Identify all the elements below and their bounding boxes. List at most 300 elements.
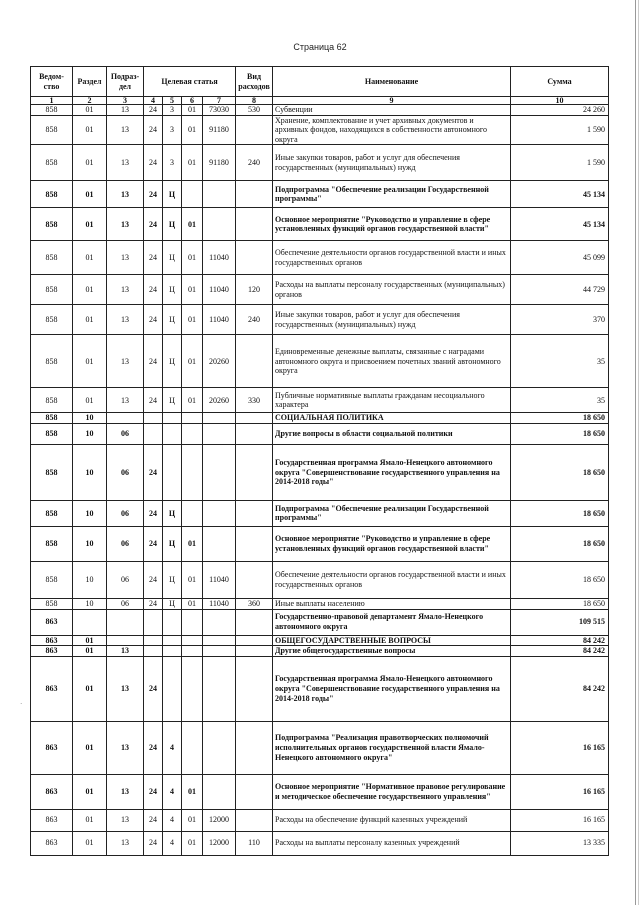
cell-section: 01 [73,388,107,413]
cell-name: ОБЩЕГОСУДАРСТВЕННЫЕ ВОПРОСЫ [273,635,511,646]
cell-amount: 18 650 [511,526,609,561]
cell-subprogram: 4 [163,809,182,831]
cell-amount: 18 650 [511,500,609,526]
cell-measure [182,500,203,526]
cell-section: 01 [73,305,107,335]
cell-measure: 01 [182,598,203,609]
cell-name: Расходы на выплаты персоналу государственных (муниципальных) органов [273,275,511,305]
cell-section [73,609,107,635]
cell-name: Основное мероприятие "Руководство и управление в сфере установленных функций органов государственной власти" [273,208,511,241]
cell-section: 01 [73,774,107,809]
column-number: 4 [144,97,163,105]
cell-measure [182,656,203,721]
cell-measure [182,721,203,774]
cell-department: 858 [31,444,73,500]
cell-measure: 01 [182,388,203,413]
cell-department: 858 [31,305,73,335]
cell-name: СОЦИАЛЬНАЯ ПОЛИТИКА [273,413,511,424]
cell-amount: 45 134 [511,208,609,241]
table-row [31,181,609,208]
cell-section: 10 [73,413,107,424]
column-number: 1 [31,97,73,105]
table-row [31,444,609,500]
cell-subprogram: Ц [163,526,182,561]
cell-subsection: 13 [107,774,144,809]
table-row [31,721,609,774]
cell-section: 10 [73,526,107,561]
cell-subprogram: Ц [163,208,182,241]
cell-amount: 13 335 [511,831,609,855]
cell-name: Единовременные денежные выплаты, связанные с наградами автономного округа и присвоением почетных званий автономного округа [273,335,511,388]
cell-direction [203,646,236,657]
cell-subsection: 13 [107,275,144,305]
cell-subsection: 06 [107,598,144,609]
cell-section: 01 [73,241,107,275]
column-number: 7 [203,97,236,105]
cell-name: Подпрограмма "Обеспечение реализации Государственной программы" [273,500,511,526]
cell-expense-type: 330 [236,388,273,413]
cell-direction [203,423,236,444]
cell-department: 858 [31,423,73,444]
column-number: 2 [73,97,107,105]
table-row [31,241,609,275]
cell-section: 01 [73,145,107,181]
cell-subprogram: 3 [163,115,182,145]
cell-subprogram [163,646,182,657]
table-row [31,598,609,609]
cell-subsection: 13 [107,145,144,181]
cell-measure: 01 [182,145,203,181]
cell-program: 24 [144,444,163,500]
cell-expense-type: 110 [236,831,273,855]
cell-program [144,609,163,635]
cell-subprogram [163,656,182,721]
cell-amount: 18 650 [511,444,609,500]
cell-measure: 01 [182,561,203,598]
cell-amount: 16 165 [511,809,609,831]
cell-section: 01 [73,105,107,116]
table-row [31,275,609,305]
cell-expense-type [236,444,273,500]
table-row [31,388,609,413]
cell-subprogram [163,423,182,444]
cell-measure: 01 [182,115,203,145]
cell-amount: 84 242 [511,656,609,721]
cell-direction: 20260 [203,388,236,413]
cell-section: 01 [73,208,107,241]
cell-subsection: 06 [107,526,144,561]
cell-expense-type: 120 [236,275,273,305]
cell-measure: 01 [182,105,203,116]
cell-expense-type: 530 [236,105,273,116]
cell-expense-type [236,656,273,721]
cell-direction [203,413,236,424]
cell-subsection: 13 [107,181,144,208]
table-body [31,105,609,856]
cell-program: 24 [144,181,163,208]
cell-department: 858 [31,526,73,561]
cell-department: 863 [31,646,73,657]
cell-section: 01 [73,721,107,774]
cell-program: 24 [144,809,163,831]
budget-table [30,66,609,856]
cell-expense-type [236,335,273,388]
cell-amount: 35 [511,335,609,388]
cell-subprogram: Ц [163,335,182,388]
table-row [31,656,609,721]
table-row [31,305,609,335]
cell-direction: 11040 [203,598,236,609]
cell-department: 863 [31,635,73,646]
table-row [31,831,609,855]
header-subsection: Подраз-дел [107,67,144,97]
cell-name: Субвенции [273,105,511,116]
cell-program: 24 [144,774,163,809]
cell-section: 01 [73,646,107,657]
cell-measure: 01 [182,275,203,305]
cell-subsection: 13 [107,388,144,413]
header-target-article: Целевая статья [144,67,236,97]
cell-subsection [107,635,144,646]
cell-expense-type [236,241,273,275]
cell-amount: 35 [511,388,609,413]
cell-subprogram: Ц [163,500,182,526]
cell-section: 01 [73,831,107,855]
cell-name: Основное мероприятие "Руководство и управление в сфере установленных функций органов государственной власти" [273,526,511,561]
cell-program: 24 [144,105,163,116]
cell-subsection: 06 [107,423,144,444]
cell-measure [182,635,203,646]
cell-section: 01 [73,809,107,831]
cell-subprogram: Ц [163,305,182,335]
table-row [31,635,609,646]
cell-subsection: 06 [107,444,144,500]
table-row [31,105,609,116]
table-row [31,609,609,635]
cell-program: 24 [144,526,163,561]
cell-section: 01 [73,275,107,305]
cell-name: Государственная программа Ямало-Ненецкого автономного округа "Совершенствование государственного управления на 2014-2018 годы" [273,444,511,500]
cell-expense-type [236,181,273,208]
cell-name: Подпрограмма "Обеспечение реализации Государственной программы" [273,181,511,208]
cell-subprogram: 3 [163,145,182,181]
cell-amount: 16 165 [511,721,609,774]
cell-name: Государственная программа Ямало-Ненецкого автономного округа "Совершенствование государственного управления на 2014-2018 годы" [273,656,511,721]
cell-direction: 73030 [203,105,236,116]
column-number: 5 [163,97,182,105]
cell-section: 01 [73,115,107,145]
cell-subsection: 06 [107,561,144,598]
cell-direction [203,500,236,526]
table-row [31,413,609,424]
cell-amount: 370 [511,305,609,335]
cell-name: Расходы на обеспечение функций казенных учреждений [273,809,511,831]
table-row [31,774,609,809]
cell-amount: 24 260 [511,105,609,116]
cell-program: 24 [144,500,163,526]
column-numbers-row [31,97,609,105]
cell-program [144,635,163,646]
cell-direction [203,721,236,774]
cell-expense-type [236,413,273,424]
cell-section: 10 [73,561,107,598]
cell-subprogram: Ц [163,241,182,275]
cell-measure: 01 [182,774,203,809]
cell-expense-type [236,609,273,635]
cell-direction: 11040 [203,561,236,598]
cell-subsection: 13 [107,105,144,116]
cell-subprogram: Ц [163,275,182,305]
header-amount: Сумма [511,67,609,97]
cell-subsection: 13 [107,335,144,388]
cell-program: 24 [144,145,163,181]
table-row [31,335,609,388]
table-row [31,423,609,444]
cell-program: 24 [144,721,163,774]
cell-expense-type: 360 [236,598,273,609]
cell-name: Обеспечение деятельности органов государственной власти и иных государственных органов [273,561,511,598]
cell-amount: 1 590 [511,145,609,181]
cell-measure: 01 [182,208,203,241]
cell-department: 858 [31,275,73,305]
cell-measure [182,413,203,424]
cell-subprogram: 4 [163,831,182,855]
cell-expense-type [236,500,273,526]
cell-department: 858 [31,181,73,208]
cell-measure: 01 [182,305,203,335]
cell-program: 24 [144,241,163,275]
cell-section: 10 [73,500,107,526]
table-row [31,526,609,561]
cell-department: 863 [31,774,73,809]
cell-subsection: 13 [107,241,144,275]
cell-direction: 91180 [203,115,236,145]
cell-section: 01 [73,656,107,721]
cell-amount: 16 165 [511,774,609,809]
cell-section: 10 [73,598,107,609]
cell-program: 24 [144,831,163,855]
cell-expense-type [236,774,273,809]
cell-subprogram: 4 [163,721,182,774]
cell-direction [203,774,236,809]
cell-amount: 84 242 [511,646,609,657]
cell-direction: 12000 [203,809,236,831]
cell-expense-type [236,809,273,831]
cell-name: Другие общегосударственные вопросы [273,646,511,657]
scan-edge-line [638,0,639,905]
cell-measure: 01 [182,241,203,275]
cell-subsection: 13 [107,656,144,721]
cell-expense-type [236,635,273,646]
scan-edge-line [635,0,636,905]
cell-department: 858 [31,145,73,181]
cell-program [144,413,163,424]
cell-direction: 11040 [203,241,236,275]
cell-amount: 84 242 [511,635,609,646]
cell-department: 858 [31,598,73,609]
table-row [31,809,609,831]
table-row [31,500,609,526]
cell-department: 858 [31,561,73,598]
cell-section: 01 [73,335,107,388]
cell-name: Иные закупки товаров, работ и услуг для обеспечения государственных (муниципальных) нужд [273,145,511,181]
cell-amount: 1 590 [511,115,609,145]
cell-name: Хранение, комплектование и учет архивных документов и архивных фондов, находящихся в собственности автономного округа [273,115,511,145]
cell-subprogram [163,635,182,646]
cell-name: Иные выплаты населению [273,598,511,609]
column-number: 6 [182,97,203,105]
cell-expense-type: 240 [236,145,273,181]
cell-name: Другие вопросы в области социальной политики [273,423,511,444]
cell-department: 863 [31,721,73,774]
table-row [31,561,609,598]
cell-subprogram: Ц [163,181,182,208]
cell-direction [203,656,236,721]
cell-program: 24 [144,305,163,335]
cell-expense-type [236,561,273,598]
cell-department: 858 [31,500,73,526]
cell-amount: 45 099 [511,241,609,275]
cell-section: 01 [73,181,107,208]
table-row [31,145,609,181]
cell-direction [203,526,236,561]
cell-amount: 109 515 [511,609,609,635]
cell-amount: 18 650 [511,423,609,444]
cell-amount: 45 134 [511,181,609,208]
cell-department: 858 [31,388,73,413]
cell-name: Государственно-правовой департамент Ямало-Ненецкого автономного округа [273,609,511,635]
cell-direction [203,181,236,208]
header-section: Раздел [73,67,107,97]
table-row [31,208,609,241]
cell-subprogram: 4 [163,774,182,809]
cell-expense-type [236,115,273,145]
column-number: 3 [107,97,144,105]
cell-expense-type [236,208,273,241]
cell-program: 24 [144,598,163,609]
column-number: 9 [273,97,511,105]
cell-expense-type [236,721,273,774]
cell-section: 10 [73,444,107,500]
cell-name: Иные закупки товаров, работ и услуг для обеспечения государственных (муниципальных) нужд [273,305,511,335]
cell-amount: 18 650 [511,598,609,609]
cell-subprogram: Ц [163,388,182,413]
cell-direction [203,208,236,241]
cell-measure: 01 [182,809,203,831]
cell-expense-type [236,423,273,444]
cell-program: 24 [144,561,163,598]
column-number: 8 [236,97,273,105]
column-number: 10 [511,97,609,105]
cell-subsection [107,609,144,635]
cell-measure: 01 [182,335,203,388]
cell-subsection: 13 [107,208,144,241]
cell-direction: 11040 [203,275,236,305]
header-department: Ведом-ство [31,67,73,97]
cell-name: Публичные нормативные выплаты гражданам несоциального характера [273,388,511,413]
cell-subprogram [163,609,182,635]
table-row [31,646,609,657]
cell-subprogram: Ц [163,561,182,598]
cell-program [144,423,163,444]
cell-subsection: 13 [107,305,144,335]
cell-subsection: 13 [107,721,144,774]
cell-subprogram [163,413,182,424]
cell-program: 24 [144,656,163,721]
cell-program [144,646,163,657]
cell-measure [182,646,203,657]
cell-measure [182,423,203,444]
cell-measure: 01 [182,831,203,855]
cell-expense-type [236,646,273,657]
cell-department: 858 [31,105,73,116]
cell-department: 858 [31,115,73,145]
cell-department: 858 [31,413,73,424]
cell-section: 10 [73,423,107,444]
cell-direction [203,609,236,635]
cell-department: 863 [31,831,73,855]
cell-direction: 20260 [203,335,236,388]
header-name: Наименование [273,67,511,97]
page-header: Страница 62 [293,42,347,52]
cell-measure [182,181,203,208]
cell-expense-type [236,526,273,561]
cell-measure [182,444,203,500]
cell-subsection: 13 [107,831,144,855]
cell-direction [203,635,236,646]
cell-expense-type: 240 [236,305,273,335]
cell-subsection: 13 [107,809,144,831]
cell-subsection [107,413,144,424]
cell-program: 24 [144,115,163,145]
cell-direction: 11040 [203,305,236,335]
scan-mark: · [20,700,23,708]
cell-program: 24 [144,388,163,413]
cell-amount: 44 729 [511,275,609,305]
cell-name: Расходы на выплаты персоналу казенных учреждений [273,831,511,855]
header-expense-type: Вид расходов [236,67,273,97]
cell-name: Обеспечение деятельности органов государственной власти и иных государственных органов [273,241,511,275]
cell-department: 858 [31,241,73,275]
cell-department: 858 [31,335,73,388]
cell-direction [203,444,236,500]
cell-subprogram: 3 [163,105,182,116]
cell-direction: 91180 [203,145,236,181]
cell-section: 01 [73,635,107,646]
cell-department: 863 [31,656,73,721]
cell-amount: 18 650 [511,413,609,424]
cell-subsection: 06 [107,500,144,526]
cell-department: 858 [31,208,73,241]
cell-subprogram [163,444,182,500]
cell-subsection: 13 [107,115,144,145]
cell-program: 24 [144,208,163,241]
cell-department: 863 [31,809,73,831]
cell-name: Подпрограмма "Реализация правотворческих полномочий исполнительных органов государственной власти Ямало-Ненецкого автономного округа" [273,721,511,774]
cell-measure [182,609,203,635]
table-row [31,115,609,145]
cell-subprogram: Ц [163,598,182,609]
cell-program: 24 [144,335,163,388]
cell-program: 24 [144,275,163,305]
cell-department: 863 [31,609,73,635]
cell-direction: 12000 [203,831,236,855]
cell-name: Основное мероприятие "Нормативное правовое регулирование и методическое обеспечение государственного управления" [273,774,511,809]
cell-measure: 01 [182,526,203,561]
cell-subsection: 13 [107,646,144,657]
header-row [31,67,609,97]
cell-amount: 18 650 [511,561,609,598]
